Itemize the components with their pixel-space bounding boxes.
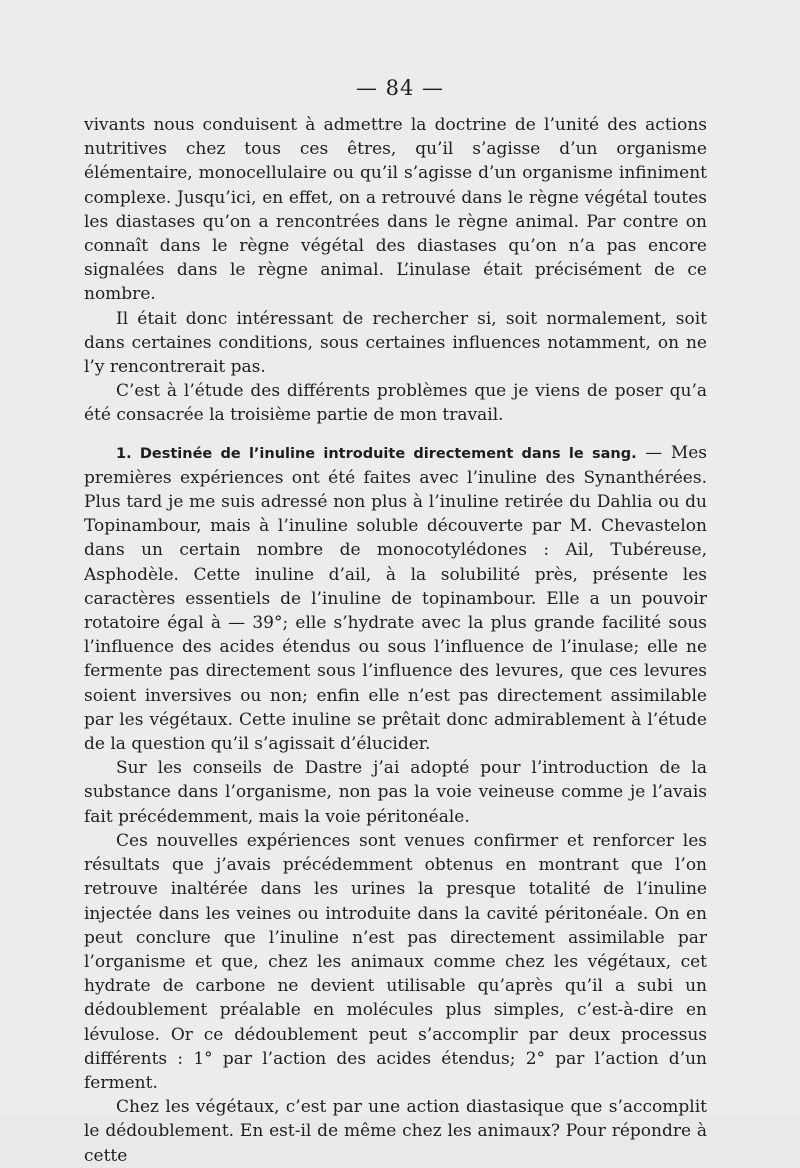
section-title: 1. Destinée de l’inuline introduite directement dans le sang.: [116, 445, 637, 462]
paragraph: vivants nous conduisent à admettre la doctrine de l’unité des actions nutritives chez tous ces êtres, qu’il s’agisse d’un organisme élémentaire, monocellulaire ou qu’il s’agisse d’un organisme infiniment complexe. Jusqu’ici, en effet, on a retrouvé dans le règne végétal toutes les diastases qu’on a rencontrées dans le règne animal. Par contre on connaît dans le règne végétal des diastases qu’on n’a pas encore signalées dans le règne animal. L’inulase était précisément de ce nombre.: [84, 115, 707, 305]
body-text: [84, 113, 707, 1168]
paragraph: Chez les végétaux, c’est par une action diastasique que s’accomplit le dédoublement. En est-il de même chez les animaux? Pour répondre à cette: [84, 1097, 707, 1166]
section-spacer: [84, 428, 707, 441]
paragraph: Il était donc intéressant de rechercher si, soit normalement, soit dans certaines conditions, sous certaines influences notamment, on ne l’y rencontrerait pas.: [84, 308, 707, 378]
paragraph: Ces nouvelles expériences sont venues confirmer et renforcer les résultats que j’avais précédemment obtenus en montrant que l’on retrouve inaltérée dans les urines la presque totalité de l’inuline injectée dans les veines ou introduite dans la cavité péritonéale. On en peut conclure que l’inuline n’est pas directement assimilable par l’organisme et que, chez les animaux comme chez les végétaux, cet hydrate de carbone ne devient utilisable qu’après qu’il a subi un dédoublement préalable en molécules plus simples, c’est-à-dire en lévulose. Or ce dédoublement peut s’accomplir par deux processus différents : 1° par l’action des acides étendus; 2° par l’action d’un ferment.: [84, 830, 707, 1093]
paragraph: C’est à l’étude des différents problèmes que je viens de poser qu’a été consacrée la troisième partie de mon travail.: [84, 381, 707, 426]
section-text: — Mes premières expériences ont été faites avec l’inuline des Synanthérées. Plus tard je me suis adressé non plus à l’inuline retirée du Dahlia ou du Topinambour, mais à l’inuline soluble découverte par M. Chevastelon dans un certain nombre de monocotylédones : Ail, Tubéreuse, Asphodèle. Cette inuline d’ail, à la solubilité près, présente les caractères essentiels de l’inuline de topinambour. Elle a un pouvoir rotatoire égal à — 39°; elle s’hydrate avec la plus grande facilité sous l’influence des acides étendus ou sous l’influence de l’inulase; elle ne fermente pas directement sous l’influence des levures, que ces levures soient inversives ou non; enfin elle n’est pas directement assimilable par les végétaux. Cette inuline se prêtait donc admirablement à l’étude de la question qu’il s’agissait d’élucider.: [84, 442, 708, 755]
section-paragraph: [84, 441, 707, 757]
page-number: — 84 —: [355, 76, 445, 100]
paragraph: Sur les conseils de Dastre j’ai adopté pour l’introduction de la substance dans l’organisme, non pas la voie veineuse comme je l’avais fait précédemment, mais la voie péritonéale.: [84, 758, 707, 827]
